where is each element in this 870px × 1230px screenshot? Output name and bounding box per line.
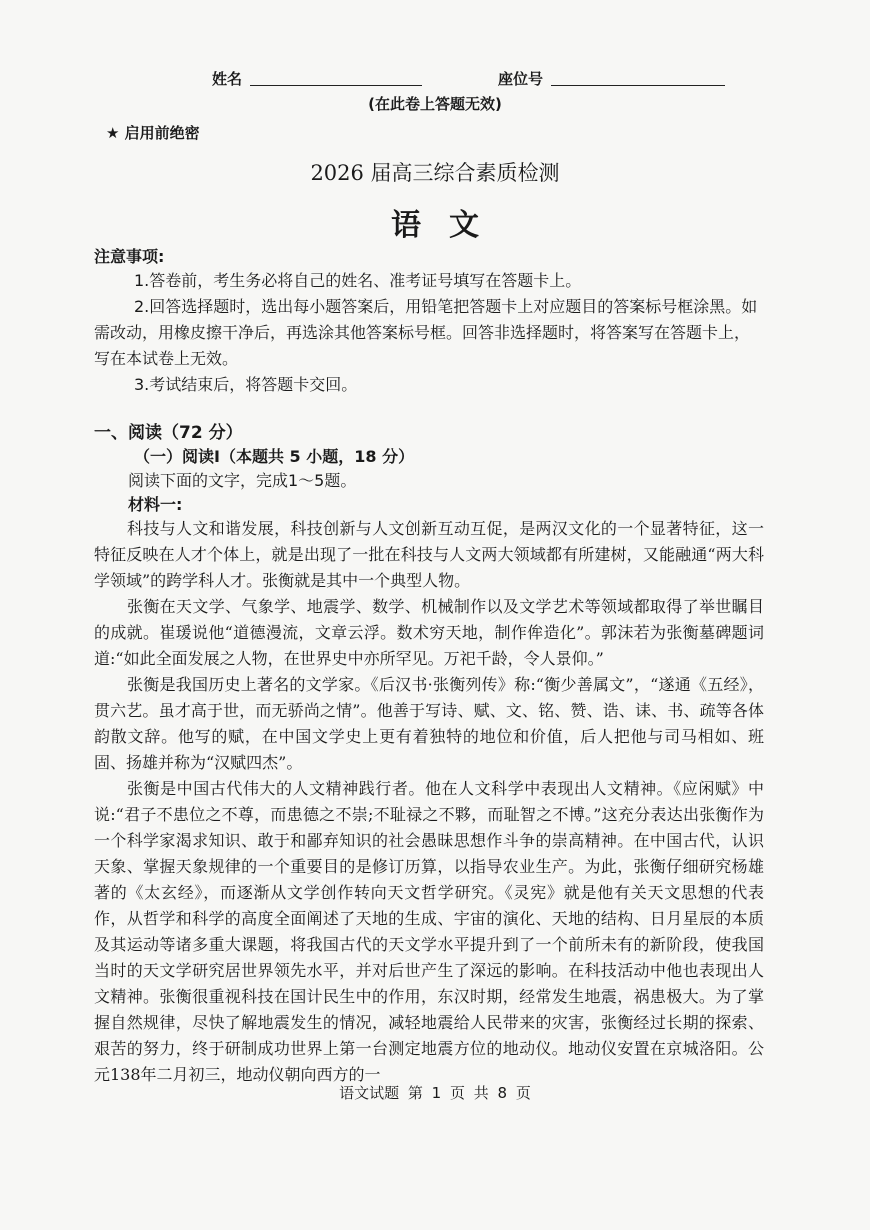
notice-item-3: 3.考试结束后，将答题卡交回。 bbox=[134, 375, 358, 394]
seat-label: 座位号 bbox=[498, 70, 544, 88]
name-label: 姓名 bbox=[212, 70, 243, 88]
notice-item-1: 1.答卷前，考生务必将自己的姓名、准考证号填写在答题卡上。 bbox=[134, 271, 582, 290]
material-label: 材料一: bbox=[128, 495, 183, 514]
confidential-mark: ★ 启用前绝密 bbox=[106, 124, 200, 142]
passage-paragraph-2: 张衡在天文学、气象学、地震学、数学、机械制作以及文学艺术等领域都取得了举世瞩目的成就。崔瑗说他“道德漫流，文章云浮。数术穷天地，制作侔造化”。郭沫若为张衡墓碑题词道:“如此全面发展之人物，在世界史中亦所罕见。万祀千龄，令人景仰。” bbox=[94, 597, 764, 668]
exam-title: 2026 届高三综合素质检测 bbox=[310, 161, 560, 185]
subject-title: 语文 bbox=[391, 208, 507, 243]
passage-paragraph-4: 张衡是中国古代伟大的人文精神践行者。他在人文科学中表现出人文精神。《应闲赋》中说:“君子不患位之不尊，而患德之不崇;不耻禄之不夥，而耻智之不博。”这充分表达出张衡作为一个科学家渴求知识、敢于和鄙弃知识的社会愚昧思想作斗争的崇高精神。在中国古代，认识天象、掌握天象规律的一个重要目的是修订历算，以指导农业生产。为此，张衡仔细研究杨雄著的《太玄经》，而逐渐从文学创作转向天文哲学研究。《灵宪》就是他有关天文思想的代表作，从哲学和科学的高度全面阐述了天地的生成、宇宙的演化、天地的结构、日月星辰的本质及其运动等诸多重大课题，将我国古代的天文学水平提升到了一个前所未有的新阶段，使我国当时的天文学研究居世界领先水平，并对后世产生了深远的影响。在科技活动中他也表现出人文精神。张衡很重视科技在国计民生中的作用，东汉时期，经常发生地震，祸患极大。为了掌握自然规律，尽快了解地震发生的情况，减轻地震给人民带来的灾害，张衡经过长期的探索、艰苦的努力，终于研制成功世界上第一台测定地震方位的地动仪。地动仪安置在京城洛阳。公元138年二月初三，地动仪朝向西方的一 bbox=[94, 779, 764, 1084]
invalid-note: (在此卷上答题无效) bbox=[368, 95, 502, 113]
subsection-heading: （一）阅读Ⅰ（本题共 5 小题，18 分） bbox=[134, 447, 415, 466]
section-heading: 一、阅读（72 分） bbox=[94, 423, 243, 443]
candidate-info-row bbox=[0, 64, 870, 92]
reading-instruction: 阅读下面的文字，完成1～5题。 bbox=[128, 471, 357, 490]
name-blank-line bbox=[250, 85, 422, 86]
passage-paragraph-3: 张衡是我国历史上著名的文学家。《后汉书·张衡列传》称:“衡少善属文”，“遂通《五经》，贯六艺。虽才高于世，而无骄尚之情”。他善于写诗、赋、文、铭、赞、诰、诔、书、疏等各体韵散文辞。他写的赋，在中国文学史上更有着独特的地位和价值，后人把他与司马相如、班固、扬雄并称为“汉赋四杰”。 bbox=[94, 675, 764, 772]
notice-item-2: 2.回答选择题时，选出每小题答案后，用铅笔把答题卡上对应题目的答案标号框涂黑。如需改动，用橡皮擦干净后，再选涂其他答案标号框。回答非选择题时，将答案写在答题卡上，写在本试卷上无效。 bbox=[94, 297, 758, 368]
passage-paragraph-1: 科技与人文和谐发展，科技创新与人文创新互动互促，是两汉文化的一个显著特征，这一特征反映在人才个体上，就是出现了一批在科技与人文两大领域都有所建树，又能融通“两大科学领域”的跨学科人才。张衡就是其中一个典型人物。 bbox=[94, 519, 764, 590]
seat-blank-line bbox=[551, 85, 725, 86]
page-footer: 语文试题 第 1 页 共 8 页 bbox=[339, 1084, 531, 1102]
notice-heading: 注意事项: bbox=[94, 247, 165, 266]
